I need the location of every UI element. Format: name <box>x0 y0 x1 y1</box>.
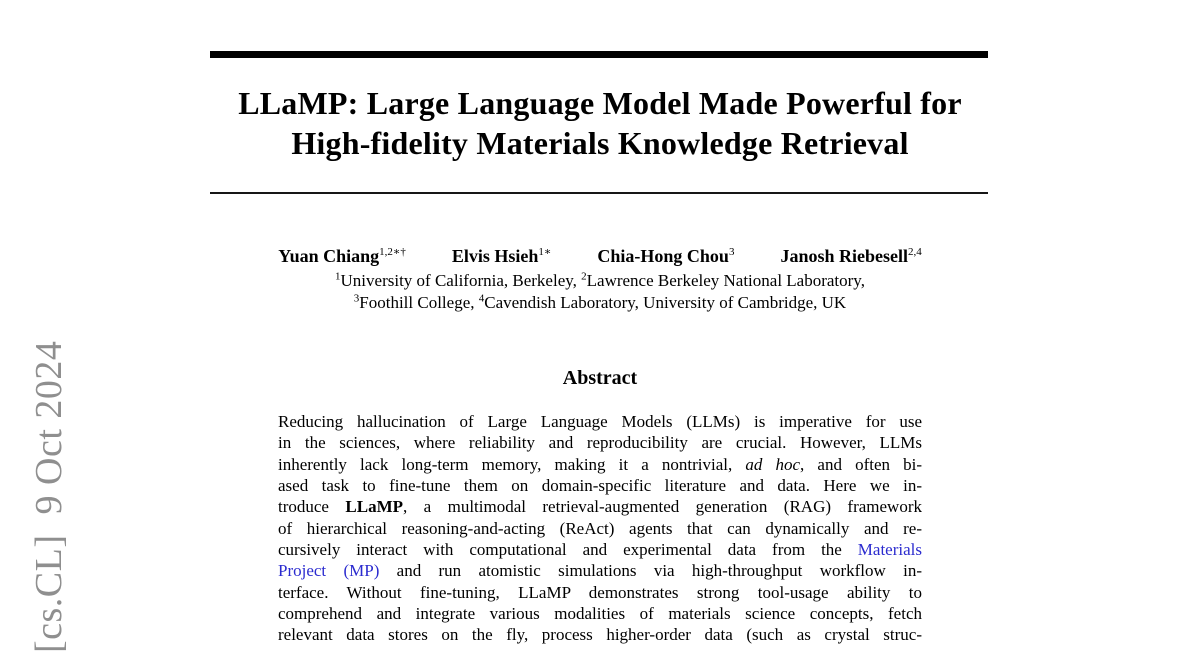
abstract-line <box>278 518 922 539</box>
text-segment: 2 <box>581 270 587 283</box>
affiliations-line1 <box>160 270 1040 292</box>
author-affiliation-marks: 2,4 <box>907 246 922 258</box>
paper-title <box>160 83 1040 163</box>
author-affiliation-marks: 1∗ <box>538 246 552 258</box>
abstract-line <box>278 432 922 453</box>
paper-title-line2: High-fidelity Materials Knowledge Retrieval <box>291 125 909 161</box>
abstract-line <box>278 454 922 475</box>
arxiv-category-date-stamp: [cs.CL] 9 Oct 2024 <box>28 340 70 653</box>
materials-project-link[interactable]: Project (MP) <box>278 561 380 581</box>
text-segment: of hierarchical reasoning-and-acting (ReAct) agents that can dynamically and re- <box>278 518 922 538</box>
text-segment: LLaMP <box>345 497 403 517</box>
text-segment: in the sciences, where reliability and reproducibility are crucial. However, LLMs <box>278 433 922 453</box>
text-segment: troduce <box>278 497 346 517</box>
author-affiliation-marks: 1,2∗† <box>379 246 406 258</box>
author-chia-hong-chou <box>597 245 734 267</box>
affiliations-line2 <box>160 292 1040 314</box>
title-rule-top <box>210 51 988 58</box>
text-segment: ased task to fine-tune them on domain-specific literature and data. Here we in- <box>278 476 922 496</box>
author-elvis-hsieh <box>452 245 552 267</box>
abstract-line <box>278 624 922 645</box>
author-name: Yuan Chiang <box>278 246 380 266</box>
author-name: Elvis Hsieh <box>451 246 539 266</box>
abstract-line <box>278 603 922 624</box>
author-janosh-riebesell <box>780 245 921 267</box>
text-segment: relevant data stores on the fly, process higher-order data (such as crystal struc- <box>278 625 922 645</box>
text-segment: Lawrence Berkeley National Laboratory, <box>586 271 865 290</box>
text-segment: Cavendish Laboratory, University of Cambridge, UK <box>484 293 847 312</box>
text-segment: Foothill College, <box>359 293 479 312</box>
text-segment: 3 <box>353 292 360 305</box>
author-name: Janosh Riebesell <box>780 246 908 266</box>
text-segment: 4 <box>478 292 485 305</box>
abstract-line <box>278 475 922 496</box>
text-segment: Reducing hallucination of Large Language Models (LLMs) is imperative for use <box>278 412 922 431</box>
text-segment: comprehend and integrate various modalities of materials science concepts, fetch <box>278 604 922 624</box>
title-rule-bottom <box>210 192 988 194</box>
text-segment: 1 <box>335 270 341 283</box>
author-yuan-chiang <box>278 245 406 267</box>
materials-project-link[interactable]: Materials <box>857 540 922 560</box>
paper-title-line1: LLaMP: Large Language Model Made Powerful for <box>238 85 962 121</box>
text-segment: cursively interact with computational and experimental data from the <box>278 540 858 560</box>
affiliations-block <box>160 270 1040 314</box>
text-segment: inherently lack long-term memory, making it a nontrivial, <box>278 454 746 474</box>
abstract-body <box>278 411 922 646</box>
author-name: Chia-Hong Chou <box>597 246 729 266</box>
text-segment: , and often bi- <box>800 454 923 474</box>
authors-row <box>110 245 1090 267</box>
abstract-line <box>278 411 922 432</box>
abstract-line <box>278 582 922 603</box>
abstract-heading: Abstract <box>562 367 638 389</box>
text-segment: terface. Without fine-tuning, LLaMP demonstrates strong tool-usage ability to <box>278 582 922 602</box>
text-segment: ad hoc <box>745 454 801 474</box>
text-segment: , a multimodal retrieval-augmented generation (RAG) framework <box>403 497 922 517</box>
abstract-line <box>278 496 922 517</box>
author-affiliation-marks: 3 <box>728 246 735 258</box>
abstract-line <box>278 539 922 560</box>
text-segment: and run atomistic simulations via high-throughput workflow in- <box>379 561 922 581</box>
abstract-line <box>278 560 922 581</box>
text-segment: University of California, Berkeley, <box>340 271 582 290</box>
